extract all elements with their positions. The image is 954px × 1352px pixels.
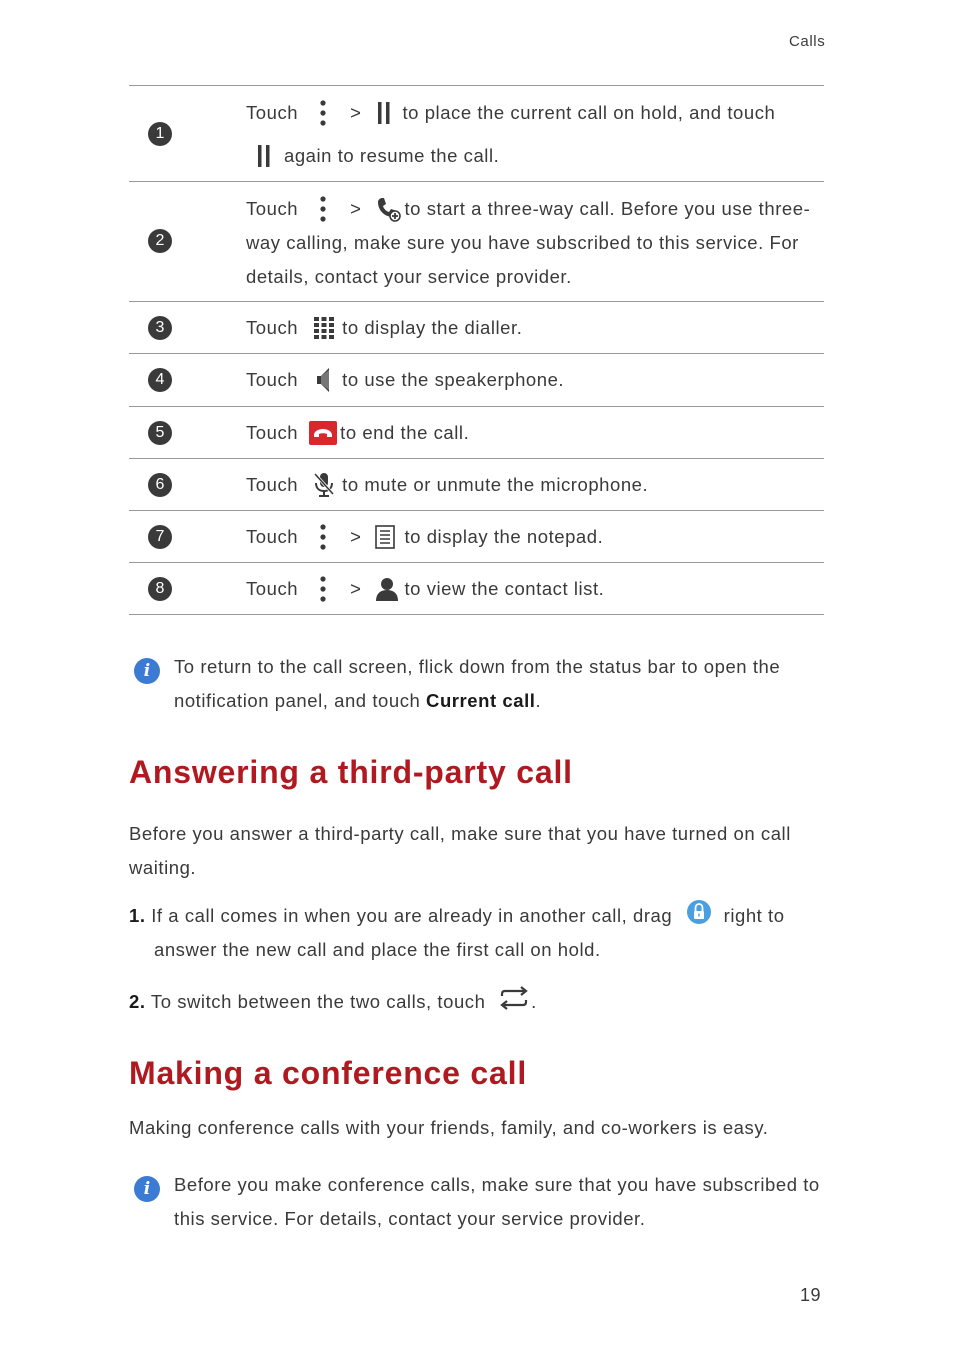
touch-label: Touch: [246, 198, 299, 219]
page-number: 19: [800, 1285, 822, 1305]
speaker-icon: [312, 367, 336, 393]
row-text: to display the dialler.: [342, 317, 523, 338]
row-text: to end the call.: [340, 422, 470, 443]
menu-separator: >: [350, 578, 362, 599]
step-1: [129, 899, 829, 933]
table-row: [129, 301, 824, 353]
note-bold-current-call: Current call: [426, 690, 536, 711]
call-functions-table: [129, 85, 824, 615]
row-text: to place the current call on hold, and touch: [402, 102, 776, 123]
row-text: to view the contact list.: [404, 578, 605, 599]
row-description: [246, 520, 824, 554]
row-number-badge: 6: [148, 473, 172, 497]
row-number-badge: 2: [148, 229, 172, 253]
notepad-icon: [374, 525, 396, 549]
note-text-end: .: [535, 690, 542, 711]
menu-separator: >: [350, 526, 362, 547]
dialpad-icon: [312, 316, 336, 340]
row-number-badge: 3: [148, 316, 172, 340]
row-text: to start a three-way call. Before you use three-: [404, 198, 811, 219]
hold-icon: [374, 101, 394, 125]
row-description: [246, 572, 824, 606]
row-description: [246, 468, 824, 502]
row-text: to display the notepad.: [404, 526, 604, 547]
row-text: again to resume the call.: [284, 145, 500, 166]
section-intro: Making conference calls with your friends, family, and co-workers is easy.: [129, 1117, 769, 1138]
note-call-screen: [174, 650, 824, 718]
mute-mic-icon: [312, 472, 336, 498]
row-text: way calling, make sure you have subscribed to this service. For: [246, 232, 799, 253]
info-icon: i: [134, 1176, 160, 1202]
touch-label: Touch: [246, 317, 299, 338]
swap-calls-icon: [497, 986, 531, 1010]
section-title-answering: Answering a third-party call: [129, 754, 573, 790]
row-number-badge: 1: [148, 122, 172, 146]
more-icon: [310, 100, 336, 126]
table-row: [129, 406, 824, 458]
page-header-section: Calls: [789, 33, 826, 50]
step-1-continued: answer the new call and place the first call on hold.: [154, 939, 601, 960]
row-text: to mute or unmute the microphone.: [342, 474, 649, 495]
table-row: [129, 510, 824, 562]
lock-icon: [686, 899, 712, 925]
touch-label: Touch: [246, 422, 299, 443]
menu-separator: >: [350, 198, 362, 219]
note-conference: Before you make conference calls, make sure that you have subscribed to this service. For details, contact your service provider.: [174, 1174, 820, 1229]
end-call-icon: [308, 421, 338, 445]
table-row: [129, 353, 824, 406]
step-text: If a call comes in when you are already in another call, drag: [151, 905, 673, 926]
more-icon: [310, 524, 336, 550]
table-row: [129, 181, 824, 301]
section-title-conference: Making a conference call: [129, 1055, 528, 1091]
table-row: [129, 562, 824, 615]
hold-icon: [256, 144, 272, 168]
row-description: [246, 416, 824, 450]
step-text: right to: [723, 905, 785, 926]
step-2: [129, 985, 829, 1019]
row-description: [246, 363, 824, 397]
info-icon: i: [134, 658, 160, 684]
row-text: details, contact your service provider.: [246, 266, 572, 287]
add-call-icon: [374, 196, 402, 222]
row-number-badge: 8: [148, 577, 172, 601]
table-row: [129, 85, 824, 181]
menu-separator: >: [350, 102, 362, 123]
row-description: [246, 96, 824, 173]
touch-label: Touch: [246, 369, 299, 390]
touch-label: Touch: [246, 578, 299, 599]
step-text: To switch between the two calls, touch: [150, 991, 486, 1012]
more-icon: [310, 196, 336, 222]
more-icon: [310, 576, 336, 602]
touch-label: Touch: [246, 102, 299, 123]
note-text: To return to the call screen, flick down from the status bar to open the notification panel, and touch: [174, 656, 781, 711]
row-description: [246, 192, 824, 294]
row-description: [246, 311, 824, 345]
step-number: 1.: [129, 905, 146, 926]
step-number: 2.: [129, 991, 146, 1012]
touch-label: Touch: [246, 526, 299, 547]
row-number-badge: 4: [148, 368, 172, 392]
row-number-badge: 7: [148, 525, 172, 549]
table-row: [129, 458, 824, 510]
step-text-end: .: [531, 991, 537, 1012]
touch-label: Touch: [246, 474, 299, 495]
section-intro: Before you answer a third-party call, make sure that you have turned on call waiting.: [129, 823, 791, 878]
row-text: to use the speakerphone.: [342, 369, 565, 390]
contact-icon: [374, 577, 400, 601]
row-number-badge: 5: [148, 421, 172, 445]
